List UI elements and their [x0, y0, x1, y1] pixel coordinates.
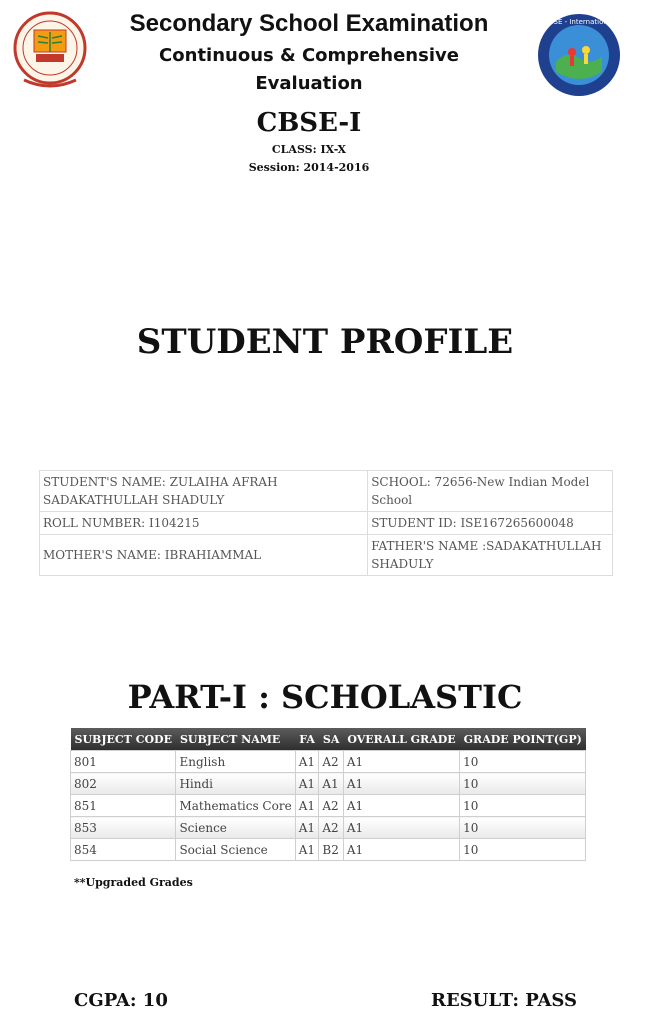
header-overall-grade: OVERALL GRADE [343, 728, 459, 751]
subject-name: Hindi [176, 773, 295, 795]
overall-grade: A1 [343, 817, 459, 839]
table-row [71, 839, 586, 861]
subtitle-line-1: Continuous & Comprehensive [159, 45, 459, 66]
result-value: RESULT: PASS [431, 990, 578, 1011]
subject-name: Science [176, 817, 295, 839]
sa-grade: A1 [319, 773, 343, 795]
fa-grade: A1 [295, 839, 319, 861]
subject-code: 801 [71, 751, 176, 773]
sa-grade: A2 [319, 751, 343, 773]
fa-grade: A1 [295, 773, 319, 795]
subject-code: 854 [71, 839, 176, 861]
grade-point: 10 [460, 839, 586, 861]
school-cell: SCHOOL: 72656-New Indian Model School [368, 471, 613, 512]
header-subject-name: SUBJECT NAME [176, 728, 295, 751]
subject-code: 802 [71, 773, 176, 795]
scholastic-title: PART-I : SCHOLASTIC [127, 678, 523, 716]
grade-point: 10 [460, 817, 586, 839]
student-profile-title: STUDENT PROFILE [136, 322, 514, 362]
mother-name-cell: MOTHER'S NAME: IBRAHIAMMAL [40, 535, 368, 576]
student-info-table [39, 470, 613, 576]
overall-grade: A1 [343, 751, 459, 773]
session-label: Session: 2014-2016 [248, 161, 370, 174]
exam-title: Secondary School Examination [129, 10, 489, 37]
student-id-cell: STUDENT ID: ISE167265600048 [368, 512, 613, 535]
subtitle-line-2: Evaluation [255, 73, 363, 94]
exam-subtitle [100, 42, 518, 98]
subject-name: Mathematics Core [176, 795, 295, 817]
grades-table [70, 728, 586, 861]
header-fa: FA [295, 728, 319, 751]
subject-name: Social Science [176, 839, 295, 861]
cgpa-value: CGPA: 10 [74, 990, 168, 1011]
overall-grade: A1 [343, 839, 459, 861]
table-row [71, 817, 586, 839]
class-label: CLASS: IX-X [271, 143, 347, 156]
logo-right-text: CBSE - International [543, 18, 615, 26]
cbse-heading: CBSE-I [256, 108, 362, 138]
cbse-international-logo [536, 12, 622, 98]
grade-point: 10 [460, 751, 586, 773]
overall-grade: A1 [343, 773, 459, 795]
grades-header-row [71, 728, 586, 751]
header-subject-code: SUBJECT CODE [71, 728, 176, 751]
table-row [71, 795, 586, 817]
grade-point: 10 [460, 795, 586, 817]
table-row [71, 751, 586, 773]
upgraded-grades-note: **Upgraded Grades [74, 876, 193, 889]
grade-point: 10 [460, 773, 586, 795]
sa-grade: A2 [319, 817, 343, 839]
cbse-emblem-logo [12, 10, 88, 92]
header-sa: SA [319, 728, 343, 751]
fa-grade: A1 [295, 817, 319, 839]
header-grade-point: GRADE POINT(GP) [460, 728, 586, 751]
sa-grade: A2 [319, 795, 343, 817]
table-row [71, 773, 586, 795]
roll-number-cell: ROLL NUMBER: I104215 [40, 512, 368, 535]
fa-grade: A1 [295, 795, 319, 817]
father-name-cell: FATHER'S NAME :SADAKATHULLAH SHADULY [368, 535, 613, 576]
subject-code: 851 [71, 795, 176, 817]
sa-grade: B2 [319, 839, 343, 861]
student-name-cell: STUDENT'S NAME: ZULAIHA AFRAH SADAKATHULLAH SHADULY [40, 471, 368, 512]
overall-grade: A1 [343, 795, 459, 817]
fa-grade: A1 [295, 751, 319, 773]
subject-code: 853 [71, 817, 176, 839]
subject-name: English [176, 751, 295, 773]
